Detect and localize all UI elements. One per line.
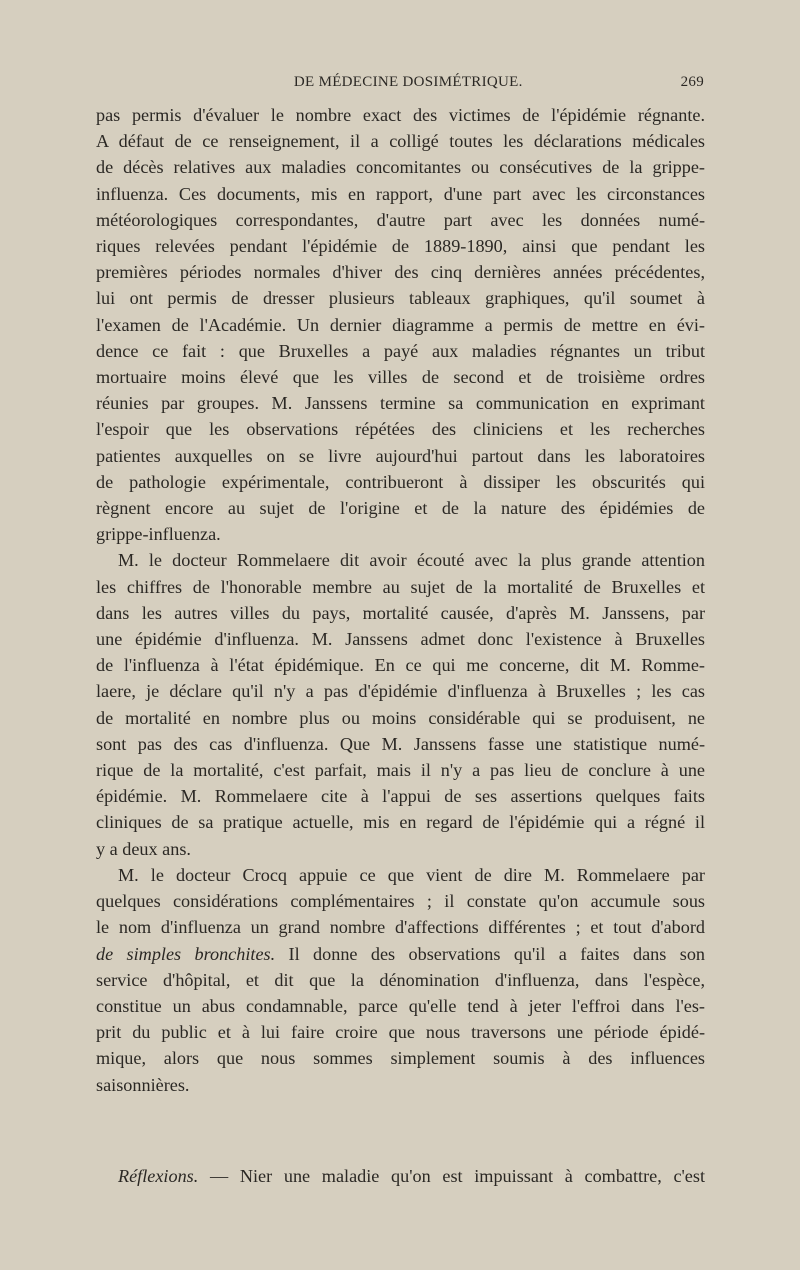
text-line: l'espoir que les observations répétées des cliniciens et les recherches bbox=[96, 419, 705, 440]
text-line: de pathologie expérimentale, contribueront à dissiper les obscurités qui bbox=[96, 471, 705, 492]
running-head bbox=[96, 74, 704, 91]
text-line: influenza. Ces documents, mis en rapport, d'une part avec les circonstances bbox=[96, 183, 705, 204]
text-line: dans les autres villes du pays, mortalité causée, d'après M. Janssens, par bbox=[96, 602, 705, 623]
text-line: sont pas des cas d'influenza. Que M. Janssens fasse une statistique numé- bbox=[96, 733, 705, 754]
text-line: M. le docteur Crocq appuie ce que vient de dire M. Rommelaere par bbox=[118, 864, 705, 885]
text-line: une épidémie d'influenza. M. Janssens admet donc l'existence à Bruxelles bbox=[96, 629, 705, 650]
reflexions-paragraph bbox=[96, 1163, 705, 1189]
text-line: laere, je déclare qu'il n'y a pas d'épidémie d'influenza à Bruxelles ; les cas bbox=[96, 681, 705, 702]
text-line: saisonnières. bbox=[96, 1074, 190, 1095]
text-line: A défaut de ce renseignement, il a colligé toutes les déclarations médicales bbox=[96, 131, 705, 152]
text-line: riques relevées pendant l'épidémie de 1889-1890, ainsi que pendant les bbox=[96, 236, 705, 257]
text-line: lui ont permis de dresser plusieurs tableaux graphiques, qu'il soumet à bbox=[96, 288, 705, 309]
text-line bbox=[96, 941, 705, 967]
text-line: réunies par groupes. M. Janssens termine sa communication en exprimant bbox=[96, 393, 705, 414]
text-line: prit du public et à lui faire croire que nous traversons une période épidé- bbox=[96, 1022, 705, 1043]
text-line: pas permis d'évaluer le nombre exact des victimes de l'épidémie régnante. bbox=[96, 105, 705, 125]
running-head-title: DE MÉDECINE DOSIMÉTRIQUE. bbox=[293, 74, 523, 90]
reflexions-label: Réflexions. bbox=[118, 1166, 199, 1186]
text-line: dence ce fait : que Bruxelles a payé aux maladies régnantes un tribut bbox=[96, 340, 705, 361]
text-line: de mortalité en nombre plus ou moins considérable qui se produisent, ne bbox=[96, 707, 705, 728]
text-line: y a deux ans. bbox=[96, 838, 191, 859]
line-segment: — Nier une maladie qu'on est impuissant à combattre, c'est bbox=[198, 1166, 705, 1186]
italic-phrase: de simples bronchites. bbox=[96, 943, 276, 964]
text-line: mortuaire moins élevé que les villes de second et de troisième ordres bbox=[96, 367, 705, 388]
text-line: service d'hôpital, et dit que la dénomination d'influenza, dans l'espèce, bbox=[96, 969, 705, 990]
text-line: de l'influenza à l'état épidémique. En ce qui me concerne, dit M. Romme- bbox=[96, 655, 705, 676]
text-line: cliniques de sa pratique actuelle, mis en regard de l'épidémie qui a régné il bbox=[96, 812, 705, 833]
text-line: mique, alors que nous sommes simplement soumis à des influences bbox=[96, 1048, 705, 1069]
text-line: constitue un abus condamnable, parce qu'elle tend à jeter l'effroi dans l'es- bbox=[96, 995, 705, 1016]
text-line: quelques considérations complémentaires ; il constate qu'on accumule sous bbox=[96, 891, 705, 912]
line-segment: des observations qu'il a faites dans son bbox=[370, 943, 706, 964]
text-line: l'examen de l'Académie. Un dernier diagramme a permis de mettre en évi- bbox=[96, 314, 705, 335]
page-number: 269 bbox=[680, 74, 704, 90]
text-line: épidémie. M. Rommelaere cite à l'appui de ses assertions quelques faits bbox=[96, 786, 705, 807]
text-line: météorologiques correspondantes, d'autre part avec les données numé- bbox=[96, 209, 705, 230]
text-line: grippe-influenza. bbox=[96, 524, 221, 545]
text-line: les chiffres de l'honorable membre au sujet de la mortalité de Bruxelles et bbox=[96, 576, 705, 597]
text-line bbox=[96, 1163, 705, 1189]
text-line: de décès relatives aux maladies concomitantes ou consécutives de la grippe- bbox=[96, 157, 705, 178]
text-line: rique de la mortalité, c'est parfait, mais il n'y a pas lieu de conclure à une bbox=[96, 760, 705, 781]
text-line: premières périodes normales d'hiver des cinq dernières années précédentes, bbox=[96, 262, 705, 283]
line-segment: Il donne bbox=[288, 943, 358, 964]
text-line: patientes auxquelles on se livre aujourd'hui partout dans les laboratoires bbox=[96, 445, 705, 466]
body-text bbox=[96, 102, 705, 1098]
text-line: le nom d'influenza un grand nombre d'affections différentes ; et tout d'abord bbox=[96, 917, 705, 938]
text-line: M. le docteur Rommelaere dit avoir écouté avec la plus grande attention bbox=[118, 550, 705, 571]
text-line: règnent encore au sujet de l'origine et de la nature des épidémies de bbox=[96, 498, 705, 519]
